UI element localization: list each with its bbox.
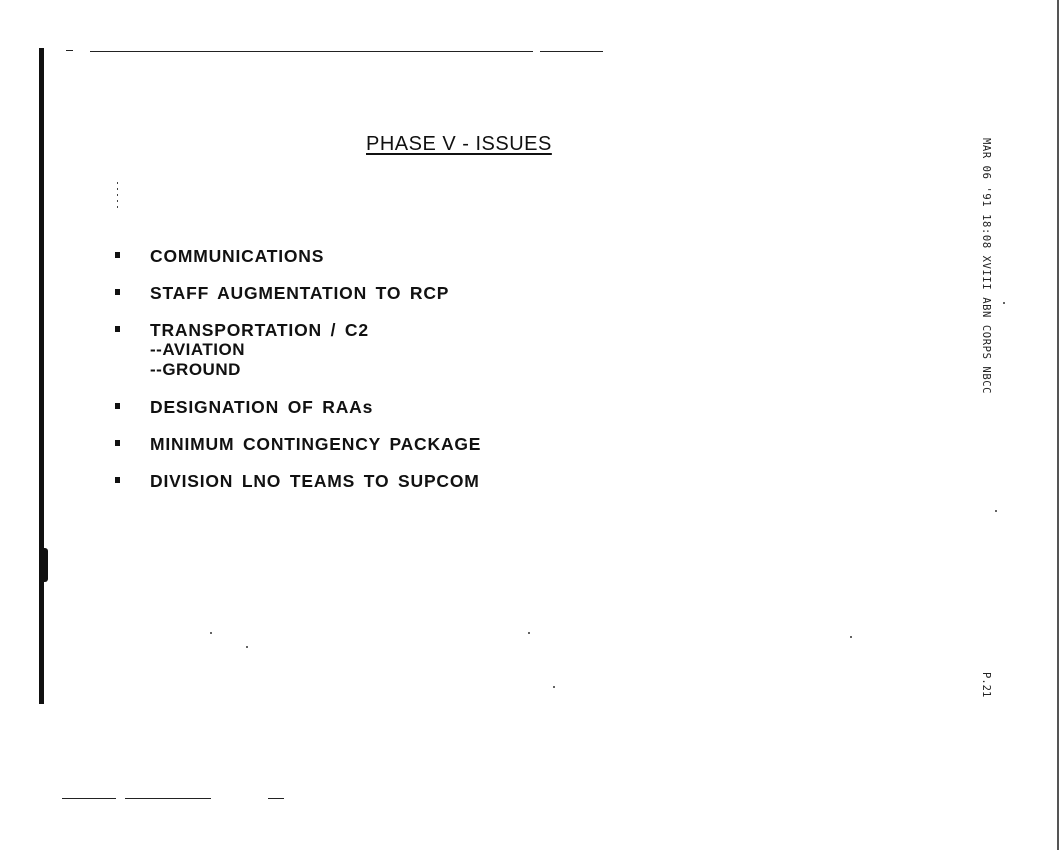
- speck: [553, 686, 555, 688]
- sub-item: --GROUND: [150, 360, 241, 379]
- fax-page-number: P.21: [980, 672, 992, 698]
- fax-header: MAR 06 '91 18:08 XVIII ABN CORPS NBCC: [980, 138, 992, 395]
- bottom-rule-middle: [125, 798, 211, 799]
- bottom-rule-left: [62, 798, 116, 799]
- issue-text: COMMUNICATIONS: [150, 246, 325, 266]
- top-rule-short: [540, 51, 603, 52]
- scan-left-edge-bar: [39, 48, 44, 704]
- list-item: [115, 283, 481, 303]
- issue-text: DESIGNATION OF RAAs: [150, 397, 374, 417]
- speck: [850, 636, 852, 638]
- list-item: [115, 471, 481, 491]
- issue-text: TRANSPORTATION / C2: [150, 320, 369, 340]
- bottom-rule-dash: [268, 798, 284, 799]
- list-item: [115, 397, 481, 417]
- list-item: [115, 320, 481, 380]
- issue-text: MINIMUM CONTINGENCY PACKAGE: [150, 434, 482, 454]
- sub-item: --AVIATION: [150, 340, 246, 359]
- bullet-icon: [115, 403, 120, 409]
- issues-list: [115, 246, 481, 508]
- speck: [995, 510, 997, 512]
- speck: [246, 646, 248, 648]
- speck: [1003, 302, 1005, 304]
- list-item: [115, 246, 481, 266]
- issue-text: STAFF AUGMENTATION TO RCP: [150, 283, 450, 303]
- bullet-icon: [115, 477, 120, 483]
- top-rule-fragment: [66, 50, 73, 51]
- speck: [210, 632, 212, 634]
- bullet-icon: [115, 326, 120, 332]
- bullet-icon: [115, 252, 120, 258]
- speck: [528, 632, 530, 634]
- bullet-icon: [115, 440, 120, 446]
- scan-left-edge-bulge: [44, 548, 48, 582]
- top-rule: [90, 51, 533, 52]
- page-title: PHASE V - ISSUES: [366, 133, 552, 155]
- issue-text: DIVISION LNO TEAMS TO SUPCOM: [150, 471, 480, 491]
- list-item: [115, 434, 481, 454]
- bullet-icon: [115, 289, 120, 295]
- dotted-mark: [117, 182, 118, 212]
